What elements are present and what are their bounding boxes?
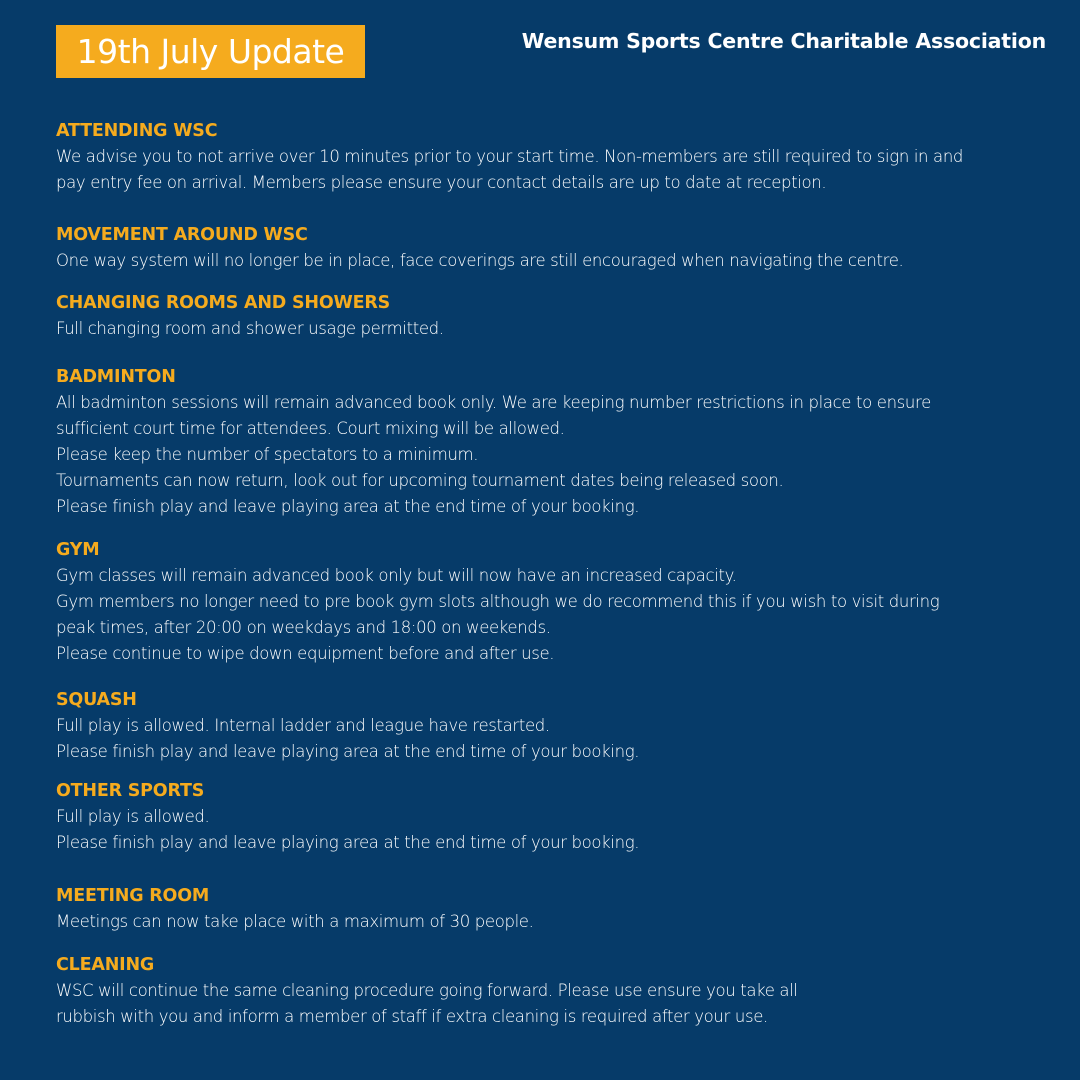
section-heading: BADMINTON <box>56 367 176 387</box>
section-attending <box>56 118 1016 196</box>
section-text-line: Please finish play and leave playing area at the end time of your booking. <box>56 497 640 516</box>
section-squash <box>56 687 1016 765</box>
section-text-line: peak times, after 20:00 on weekdays and 18:00 on weekends. <box>56 618 551 637</box>
page-title: 19th July Update <box>76 32 345 71</box>
section-text-line: Please finish play and leave playing area at the end time of your booking. <box>56 742 640 761</box>
section-text-line: Tournaments can now return, look out for upcoming tournament dates being released soon. <box>56 471 784 490</box>
section-text-line: Gym members no longer need to pre book gym slots although we do recommend this if you wish to visit during <box>56 592 940 611</box>
section-heading: CHANGING ROOMS AND SHOWERS <box>56 293 391 313</box>
section-heading: SQUASH <box>56 690 137 710</box>
section-heading: CLEANING <box>56 955 155 975</box>
section-text-line: pay entry fee on arrival. Members please ensure your contact details are up to date at reception. <box>56 173 827 192</box>
section-heading: MEETING ROOM <box>56 886 210 906</box>
section-text-line: rubbish with you and inform a member of staff if extra cleaning is required after your use. <box>56 1007 768 1026</box>
section-heading: ATTENDING WSC <box>56 121 218 141</box>
section-heading: GYM <box>56 540 100 560</box>
section-text-line: We advise you to not arrive over 10 minutes prior to your start time. Non-members are still required to sign in and <box>56 147 964 166</box>
section-text-line: Meetings can now take place with a maximum of 30 people. <box>56 912 534 931</box>
section-text-line: Please finish play and leave playing area at the end time of your booking. <box>56 833 640 852</box>
section-text-line: Gym classes will remain advanced book only but will now have an increased capacity. <box>56 566 737 585</box>
section-text-line: Full changing room and shower usage permitted. <box>56 319 444 338</box>
organization-name: Wensum Sports Centre Charitable Association <box>521 29 1046 53</box>
section-badminton <box>56 364 1016 520</box>
section-text-line: One way system will no longer be in place, face coverings are still encouraged when navigating the centre. <box>56 251 904 270</box>
section-meeting-room <box>56 883 1016 935</box>
section-text-line: Please keep the number of spectators to a minimum. <box>56 445 479 464</box>
title-badge <box>56 25 365 78</box>
section-text-line: All badminton sessions will remain advanced book only. We are keeping number restrictions in place to ensure <box>56 393 931 412</box>
section-changing-rooms <box>56 290 1016 342</box>
section-text-line: WSC will continue the same cleaning procedure going forward. Please use ensure you take all <box>56 981 798 1000</box>
section-movement <box>56 222 1016 274</box>
section-heading: MOVEMENT AROUND WSC <box>56 225 308 245</box>
section-text-line: Full play is allowed. <box>56 807 210 826</box>
section-text-line: Please continue to wipe down equipment before and after use. <box>56 644 555 663</box>
section-text-line: sufficient court time for attendees. Court mixing will be allowed. <box>56 419 565 438</box>
section-heading: OTHER SPORTS <box>56 781 205 801</box>
section-cleaning <box>56 952 1016 1030</box>
section-other-sports <box>56 778 1016 856</box>
section-gym <box>56 537 1016 667</box>
section-text-line: Full play is allowed. Internal ladder and league have restarted. <box>56 716 550 735</box>
